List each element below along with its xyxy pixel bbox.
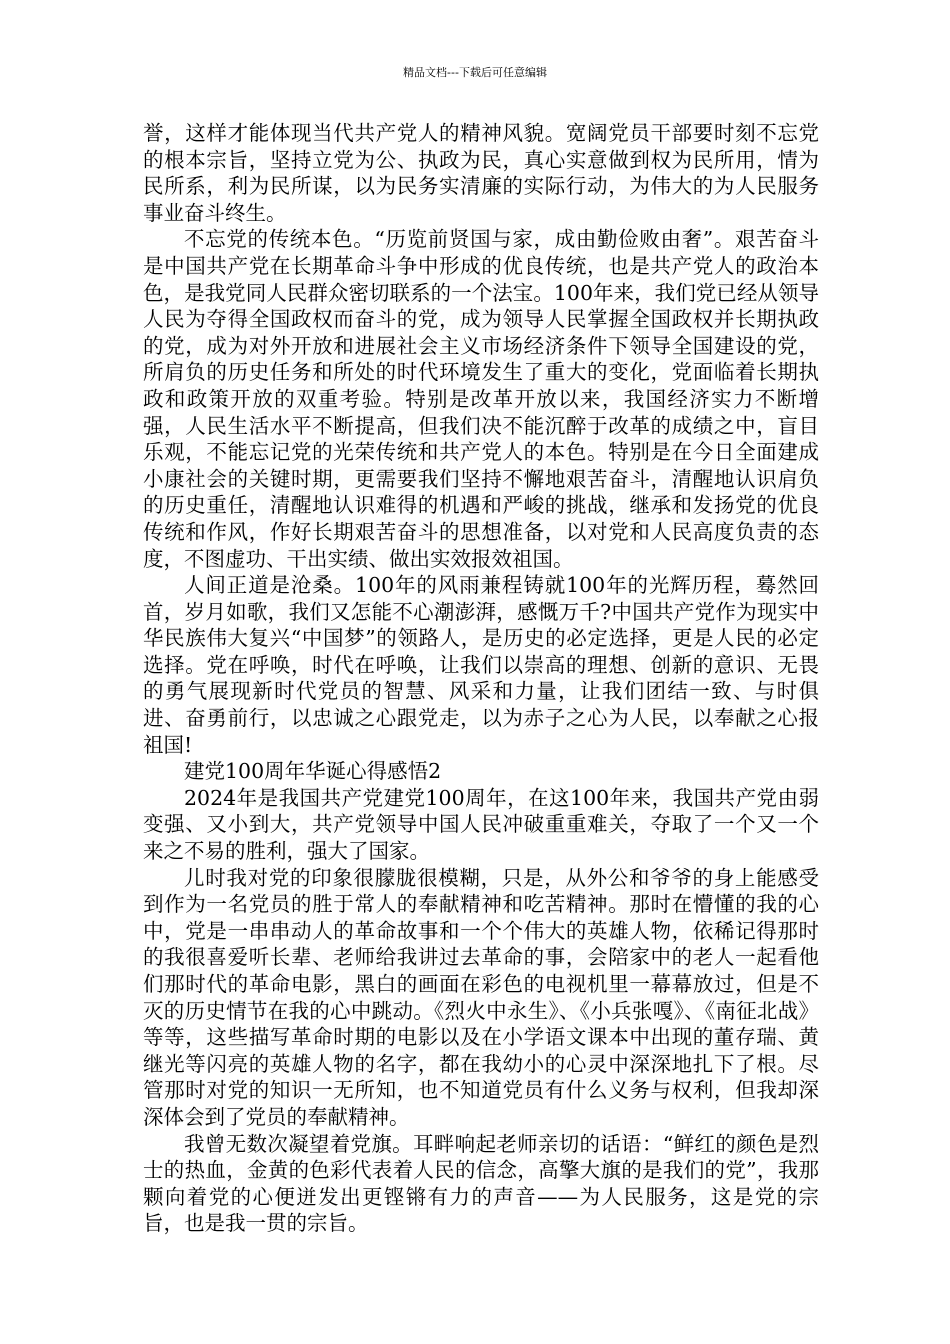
- paragraph: 人间正道是沧桑。100年的风雨兼程铸就100年的光辉历程，蓦然回首，岁月如歌，我们又怎能不心潮澎湃，感慨万千?中国共产党作为现实中华民族伟大复兴“中国梦”的领路人，是历史的必定选择，更是人民的必定选择。党在呼唤，时代在呼唤，让我们以崇高的理想、创新的意识、无畏的勇气展现新时代党员的智慧、风采和力量，让我们团结一致、与时俱进、奋勇前行，以忠诚之心跟党走，以为赤子之心为人民，以奉献之心报祖国!: [143, 573, 819, 757]
- paragraph: 儿时我对党的印象很朦胧很模糊，只是，从外公和爷爷的身上能感受到作为一名党员的胜于常人的奉献精神和吃苦精神。那时在懵懂的我的心中，党是一串串动人的革命故事和一个个伟大的英雄人物，依稀记得那时的我很喜爱听长辈、老师给我讲过去革命的事，会陪家中的老人一起看他们那时代的革命电影，黑白的画面在彩色的电视机里一幕幕放过，但是不灭的历史情节在我的心中跳动。《烈火中永生》、《小兵张嘎》、《南征北战》等等，这些描写革命时期的电影以及在小学语文课本中出现的董存瑞、黄继光等闪亮的英雄人物的名字，都在我幼小的心灵中深深地扎下了根。尽管那时对党的知识一无所知，也不知道党员有什么义务与权利，但我却深深体会到了党员的奉献精神。: [143, 865, 819, 1129]
- page-header: 精品文档---下载后可任意编辑: [403, 66, 547, 79]
- paragraph: 不忘党的传统本色。“历览前贤国与家，成由勤俭败由奢”。艰苦奋斗是中国共产党在长期革命斗争中形成的优良传统，也是共产党人的政治本色，是我党同人民群众密切联系的一个法宝。100年来，我们党已经从领导人民为夺得全国政权而奋斗的党，成为领导人民掌握全国政权并长期执政的党，成为对外开放和进展社会主义市场经济条件下领导全国建设的党，所肩负的历史任务和所处的时代环境发生了重大的变化，党面临着长期执政和政策开放的双重考验。特别是改革开放以来，我国经济实力不断增强，人民生活水平不断提高，但我们决不能沉醉于改革的成绩之中，盲目乐观，不能忘记党的光荣传统和共产党人的本色。特别是在今日全面建成小康社会的关键时期，更需要我们坚持不懈地艰苦奋斗，清醒地认识肩负的历史重任，清醒地认识难得的机遇和严峻的挑战，继承和发扬党的优良传统和作风，作好长期艰苦奋斗的思想准备，以对党和人民高度负责的态度，不图虚功、干出实绩、做出实效报效祖国。: [143, 227, 819, 571]
- document-body: [143, 120, 819, 1237]
- paragraph: 誉，这样才能体现当代共产党人的精神风貌。宽阔党员干部要时刻不忘党的根本宗旨，坚持立党为公、执政为民，真心实意做到权为民所用，情为民所系，利为民所谋，以为民务实清廉的实际行动，为伟大的为人民服务事业奋斗终生。: [143, 121, 819, 225]
- section-heading: 建党100周年华诞心得感悟2: [184, 759, 442, 784]
- paragraph: 我曾无数次凝望着党旗。耳畔响起老师亲切的话语：“鲜红的颜色是烈士的热血，金黄的色彩代表着人民的信念，高擎大旗的是我们的党”，我那颗向着党的心便迸发出更铿锵有力的声音——为人民服务，这是党的宗旨，也是我一贯的宗旨。: [143, 1131, 819, 1236]
- paragraph: 2024年是我国共产党建党100周年，在这100年来，我国共产党由弱变强、又小到大，共产党领导中国人民冲破重重难关，夺取了一个又一个来之不易的胜利，强大了国家。: [143, 785, 819, 864]
